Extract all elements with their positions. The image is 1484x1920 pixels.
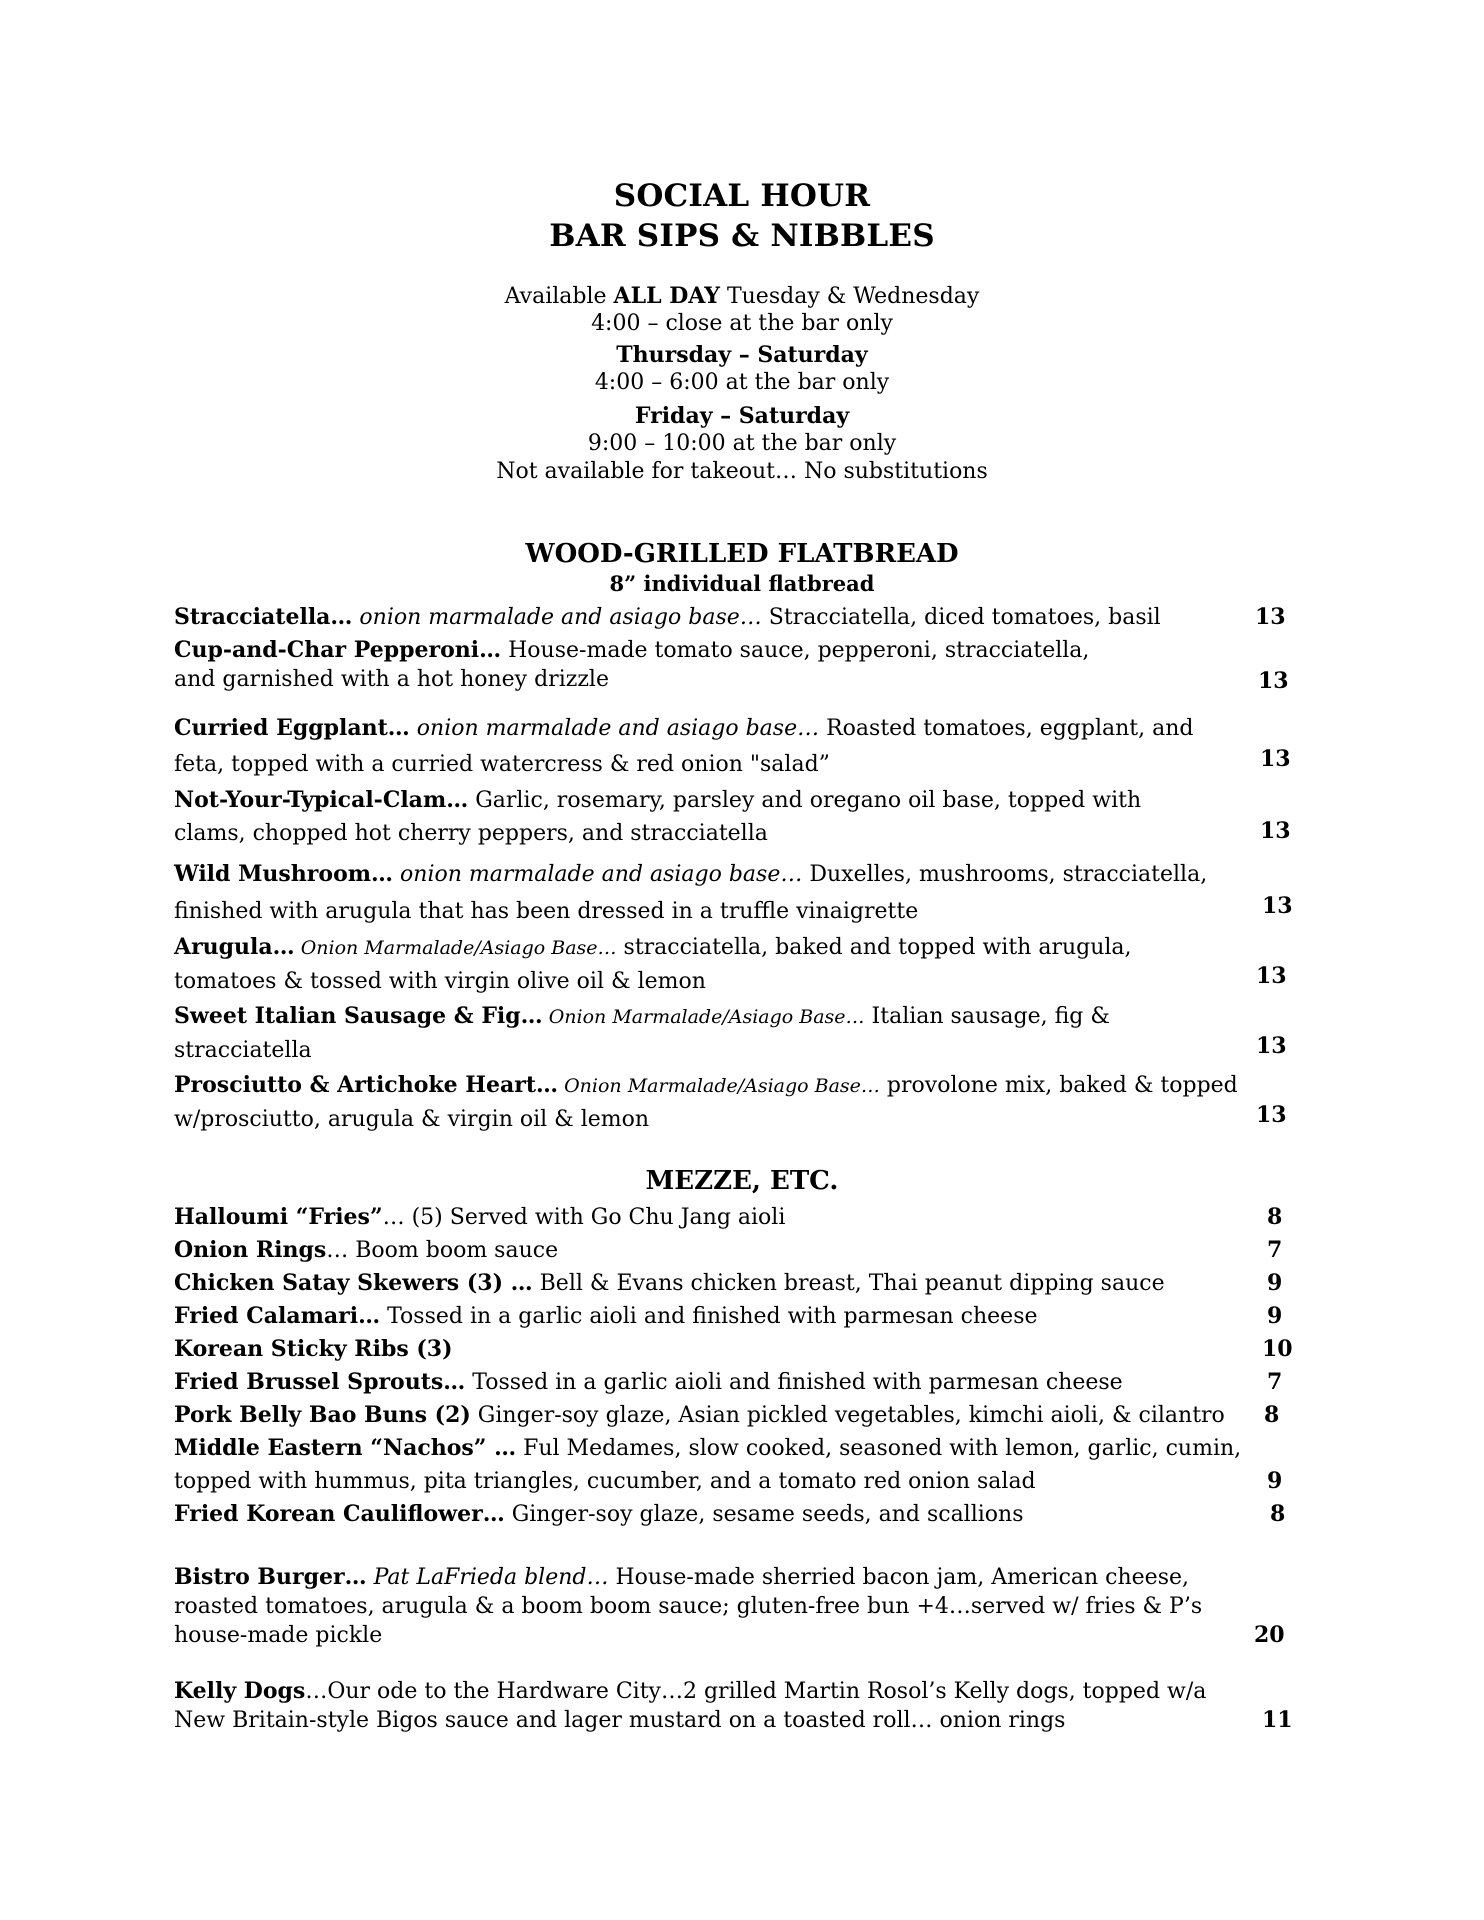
burger-item: Bistro Burger… Pat LaFrieda blend… House-made sherried bacon jam, American cheese, roasted tomatoes, arugula & a boom boom sauce; gluten-free bun +4…served w/ fries & P’s house-made pickle <box>174 1564 1203 1648</box>
flatbread-item: Cup-and-Char Pepperoni… House-made tomato sauce, pepperoni, stracciatella, and garnished with a hot honey drizzle <box>174 637 1090 692</box>
flatbread-price: 13 <box>1258 668 1289 694</box>
flatbread-item: Arugula… Onion Marmalade/Asiago Base… stracciatella, baked and topped with arugula, tomatoes & tossed with virgin olive oil & lemon <box>174 934 1132 994</box>
flatbread-price: 13 <box>1256 963 1287 989</box>
mezze-price: 8 <box>1270 1501 1286 1527</box>
flatbread-price: 13 <box>1256 1102 1287 1128</box>
availability-line7: Not available for takeout… No substitutions <box>496 459 988 484</box>
burger-price: 20 <box>1254 1622 1285 1648</box>
kelly-dogs-price: 11 <box>1262 1707 1293 1733</box>
flatbread-item: Not-Your-Typical-Clam… Garlic, rosemary, parsley and oregano oil base, topped with clams, chopped hot cherry peppers, and stracciatella <box>174 787 1142 846</box>
flatbread-price: 13 <box>1256 1033 1287 1059</box>
mezze-price: 7 <box>1267 1369 1283 1395</box>
mezze-price: 9 <box>1267 1270 1283 1296</box>
mezze-price: 8 <box>1264 1402 1280 1428</box>
flatbread-section-title: WOOD-GRILLED FLATBREAD <box>525 539 959 569</box>
flatbread-section-subtitle: 8” individual flatbread <box>609 571 875 596</box>
availability-line1: Available ALL DAY Tuesday & Wednesday <box>504 283 980 309</box>
kelly-dogs-item: Kelly Dogs…Our ode to the Hardware City…2 grilled Martin Rosol’s Kelly dogs, topped w/a New Britain-style Bigos sauce and lager mustard on a toasted roll… onion rings <box>174 1678 1207 1733</box>
availability-line4: 4:00 – 6:00 at the bar only <box>594 370 890 395</box>
menu-title-line1: SOCIAL HOUR <box>613 178 871 214</box>
availability-line5: Friday – Saturday <box>634 403 850 429</box>
mezze-price: 8 <box>1267 1204 1283 1230</box>
availability-line3: Thursday – Saturday <box>616 342 868 368</box>
flatbread-item: Curried Eggplant… onion marmalade and asiago base… Roasted tomatoes, eggplant, and feta, topped with a curried watercress & red onion "salad” <box>174 715 1194 777</box>
mezze-price: 10 <box>1262 1336 1293 1362</box>
flatbread-item: Wild Mushroom… onion marmalade and asiago base… Duxelles, mushrooms, stracciatella, finished with arugula that has been dressed in a truffle vinaigrette <box>174 861 1208 924</box>
flatbread-price: 13 <box>1260 746 1291 772</box>
mezze-section-title: MEZZE, ETC. <box>645 1166 839 1196</box>
mezze-item: Fried Korean Cauliflower… Ginger-soy glaze, sesame seeds, and scallions <box>174 1501 1024 1527</box>
flatbread-price: 13 <box>1255 604 1286 630</box>
flatbread-item: Sweet Italian Sausage & Fig… Onion Marmalade/Asiago Base… Italian sausage, fig & stracciatella <box>174 1003 1110 1063</box>
mezze-item: Korean Sticky Ribs (3) <box>174 1336 453 1362</box>
mezze-item: Fried Calamari… Tossed in a garlic aioli and finished with parmesan cheese <box>174 1303 1038 1329</box>
flatbread-price: 13 <box>1260 818 1291 844</box>
mezze-price: 7 <box>1267 1237 1283 1263</box>
availability-line6: 9:00 – 10:00 at the bar only <box>587 431 897 456</box>
flatbread-item: Prosciutto & Artichoke Heart… Onion Marmalade/Asiago Base… provolone mix, baked & topped w/prosciutto, arugula & virgin oil & lemon <box>174 1072 1238 1132</box>
availability-line2: 4:00 – close at the bar only <box>591 311 893 336</box>
flatbread-item: Stracciatella… onion marmalade and asiago base… Stracciatella, diced tomatoes, basil <box>174 604 1161 630</box>
mezze-price: 9 <box>1267 1468 1283 1494</box>
mezze-item: Chicken Satay Skewers (3) … Bell & Evans chicken breast, Thai peanut dipping sauce <box>174 1270 1165 1296</box>
mezze-item: Fried Brussel Sprouts… Tossed in a garlic aioli and finished with parmesan cheese <box>174 1369 1123 1395</box>
mezze-price: 9 <box>1267 1303 1283 1329</box>
mezze-item: Middle Eastern “Nachos” … Ful Medames, slow cooked, seasoned with lemon, garlic, cumin, topped with hummus, pita triangles, cucumber, and a tomato red onion salad <box>174 1435 1242 1494</box>
flatbread-price: 13 <box>1262 893 1293 919</box>
mezze-item: Onion Rings… Boom boom sauce <box>174 1237 559 1263</box>
mezze-item: Pork Belly Bao Buns (2) Ginger-soy glaze, Asian pickled vegetables, kimchi aioli, & cilantro <box>174 1402 1225 1428</box>
menu-title-line2: BAR SIPS & NIBBLES <box>549 218 935 254</box>
mezze-item: Halloumi “Fries”… (5) Served with Go Chu Jang aioli <box>174 1204 786 1230</box>
